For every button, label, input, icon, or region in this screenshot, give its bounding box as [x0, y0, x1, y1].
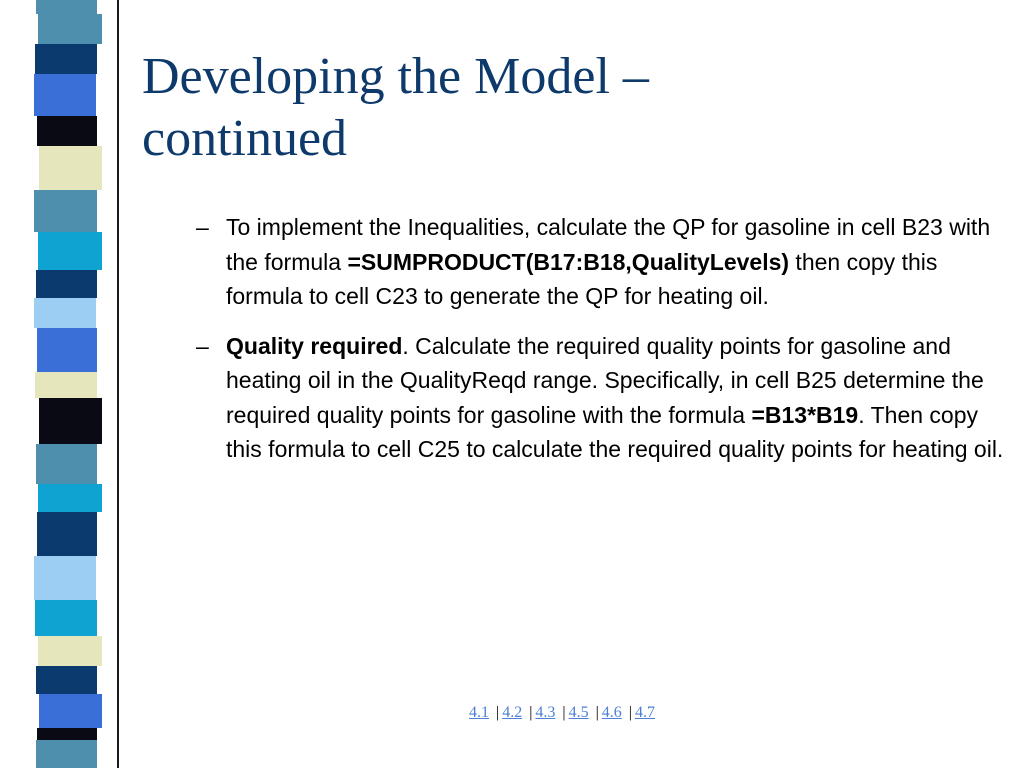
decorative-block	[36, 740, 97, 768]
decorative-strip	[0, 0, 120, 768]
title-line-1: Developing the Model –	[142, 48, 649, 105]
title-line-2: continued	[142, 110, 348, 167]
formula-b13-b19: =B13*B19	[751, 401, 859, 428]
decorative-block	[37, 328, 97, 372]
formula-sumproduct: =SUMPRODUCT(B17:B18,QualityLevels)	[347, 248, 790, 275]
decorative-block	[38, 484, 102, 512]
bullet-text: . Then copy this formula to cell C25 to calculate the required quality points for heating oil.	[226, 401, 1004, 462]
nav-separator: |	[495, 704, 500, 721]
decorative-block	[35, 372, 97, 398]
nav-separator: |	[595, 704, 599, 721]
decorative-blocks	[0, 0, 120, 768]
slide-title	[142, 46, 1002, 170]
decorative-block	[37, 728, 97, 740]
decorative-block	[35, 44, 97, 74]
nav-link-4-6[interactable]: 4.6	[601, 704, 622, 721]
decorative-block	[38, 636, 102, 666]
bullet-text: then copy this formula to cell C23 to generate the QP for heating oil.	[226, 248, 938, 309]
bullet-item-qp-formula	[196, 210, 1004, 314]
decorative-block	[38, 232, 102, 270]
bullet-item-quality-required	[196, 329, 1004, 467]
nav-separator: |	[562, 704, 566, 721]
bullet-text: To implement the Inequalities, calculate the QP for gasoline in cell B23 with the formula	[226, 214, 991, 275]
bullet-dash: –	[196, 214, 209, 240]
decorative-block	[34, 190, 97, 232]
decorative-block	[35, 600, 97, 636]
decorative-block	[37, 116, 97, 146]
decorative-block	[39, 146, 102, 190]
decorative-block	[36, 0, 97, 14]
decorative-block	[34, 556, 96, 600]
decorative-block	[38, 14, 102, 44]
nav-separator: |	[628, 704, 632, 721]
decorative-block	[36, 444, 97, 484]
nav-link-4-5[interactable]: 4.5	[568, 704, 589, 721]
decorative-block	[34, 74, 96, 116]
bullet-dash: –	[196, 332, 209, 359]
nav-separator: |	[529, 704, 533, 721]
bullet-list	[196, 210, 1004, 482]
decorative-block	[36, 270, 97, 298]
decorative-block	[37, 512, 97, 556]
nav-link-4-3[interactable]: 4.3	[535, 704, 556, 721]
nav-link-4-2[interactable]: 4.2	[502, 704, 523, 721]
bullet-text: . Calculate the required quality points for gasoline and heating oil in the QualityReqd range. Specifically, in cell B25 determine the required quality points for gasoline with the formula	[226, 332, 984, 428]
decorative-block	[39, 398, 102, 444]
nav-link-4-1[interactable]: 4.1	[468, 704, 489, 721]
term-quality-required: Quality required	[226, 332, 403, 359]
nav-link-4-7[interactable]: 4.7	[635, 704, 655, 721]
slide-nav-links	[0, 704, 1024, 722]
decorative-block	[34, 298, 96, 328]
decorative-block	[36, 666, 97, 694]
